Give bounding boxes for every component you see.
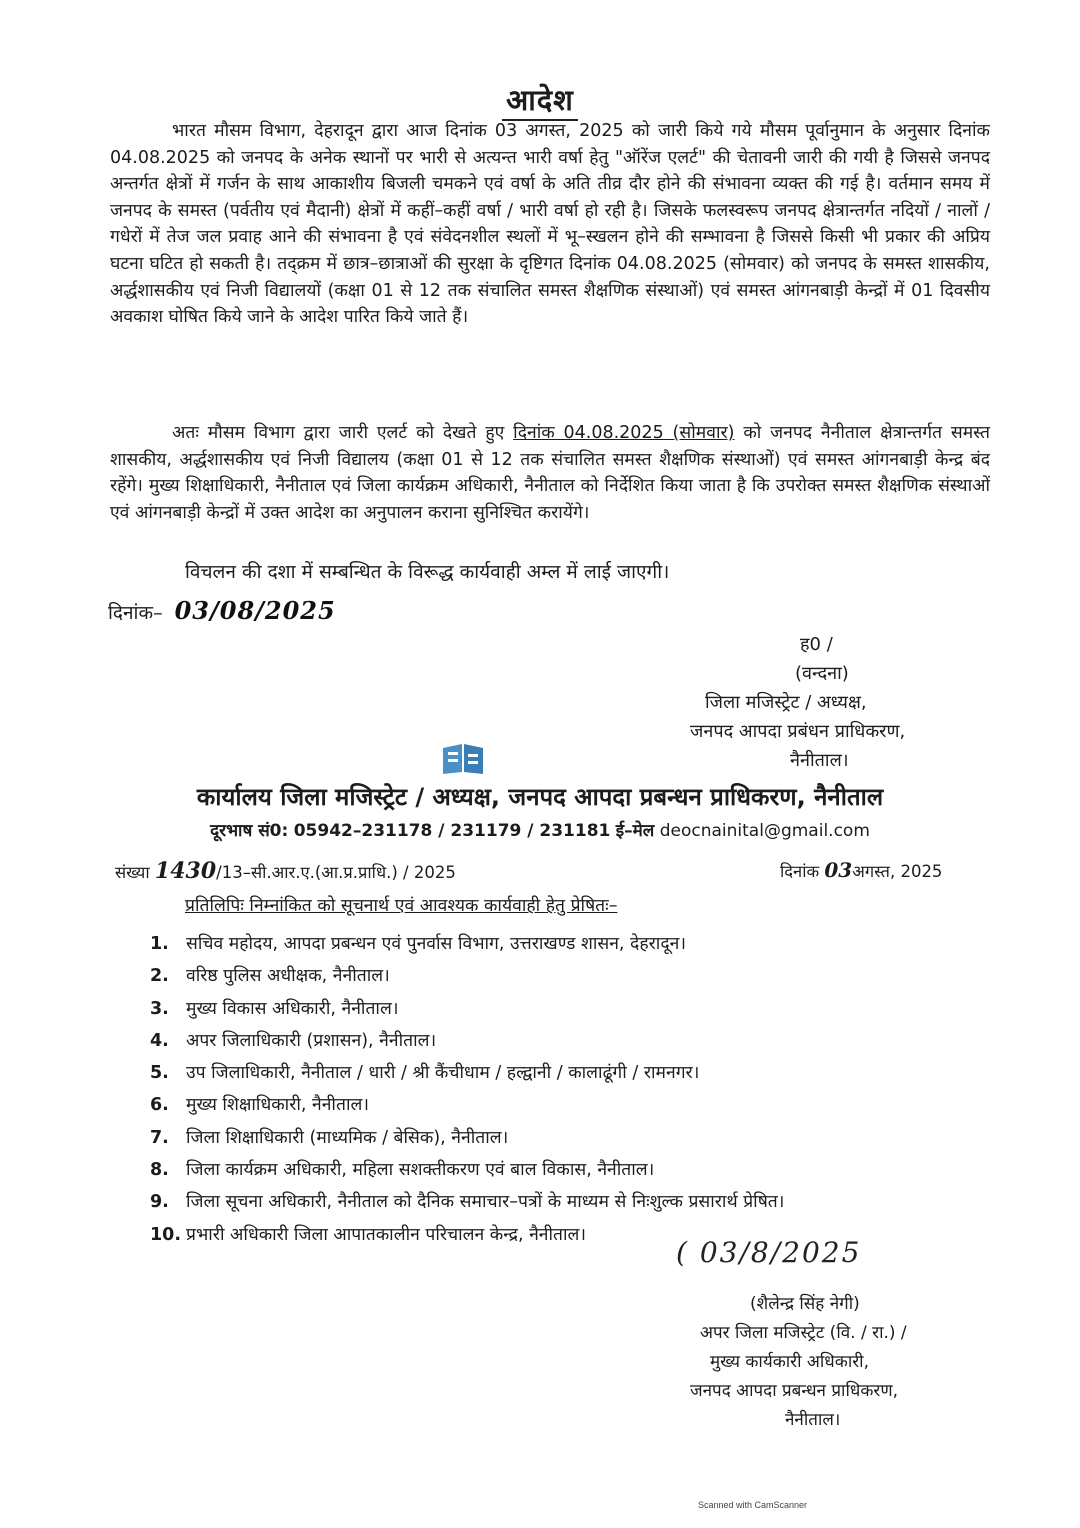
list-item: 10. प्रभारी अधिकारी जिला आपातकालीन परिचालन केन्द्र, नैनीताल। [150, 1224, 587, 1245]
scanner-watermark: Scanned with CamScanner [698, 1500, 808, 1510]
copy-intro: प्रतिलिपिः निम्नांकित को सूचनार्थ एवं आवश्यक कार्यवाही हेतु प्रेषितः– [185, 896, 618, 916]
list-item: 9. जिला सूचना अधिकारी, नैनीताल को दैनिक समाचार–पत्रों के माध्यम से निःशुल्क प्रसारार्थ प्रेषित। [150, 1192, 785, 1213]
handwritten-date: 03/08/2025 [174, 596, 336, 625]
office-heading: कार्यालय जिला मजिस्ट्रेट / अध्यक्ष, जनपद आपदा प्रबन्धन प्राधिकरण, नैनीताल [196, 783, 884, 811]
reference-number: संख्या 1430/13–सी.आर.ए.(आ.प्र.प्राधि.) / 2025 [115, 858, 456, 884]
signatory-block-2: (शैलेन्द्र सिंह नेगी) अपर जिला मजिस्ट्रेट (वि. / रा.) / मुख्य कार्यकारी अधिकारी, जनपद आपदा प्रबन्धन प्राधिकरण, नैनीताल। [690, 1294, 907, 1430]
book-logo-icon [440, 740, 486, 776]
list-item: 5. उप जिलाधिकारी, नैनीताल / धारी / श्री कैंचीधाम / हल्द्वानी / कालाढूंगी / रामनगर। [150, 1063, 700, 1084]
list-item: 1. सचिव महोदय, आपदा प्रबन्धन एवं पुनर्वास विभाग, उत्तराखण्ड शासन, देहरादून। [150, 934, 686, 954]
order-paragraph-1: भारत मौसम विभाग, देहरादून द्वारा आज दिनांक 03 अगस्त, 2025 को जारी किये गये मौसम पूर्वानुमान के अनुसार दिनांक 04.08.2025 को जनपद के अनेक स्थानों पर भारी से अत्यन्त भारी वर्षा हेतु "ऑरेंज एलर्ट" की चेतावनी जारी की गयी है जिससे जनपद अन्तर्गत क्षेत्रों में गर्जन के साथ आकाशीय बिजली चमकने एवं वर्षा के अति तीव्र दौर होने की संभावना व्यक्त की गई है। वर्तमान समय में जनपद के समस्त (पर्वतीय एवं मैदानी) क्षेत्रों में कहीं–कहीं वर्षा / भारी वर्षा हो रही है। जिसके फलस्वरूप जनपद क्षेत्रान्तर्गत नदियों / नालों / गधेरों में तेज जल प्रवाह आने की संभावना है एवं संवेदनशील स्थलों में भू–स्खलन होने की सम्भावना है जिससे किसी भी प्रकार की अप्रिय घटना घटित हो सकती है। तद्क्रम में छात्र–छात्राओं की सुरक्षा के दृष्टिगत दिनांक 04.08.2025 (सोमवार) को जनपद के समस्त शासकीय, अर्द्धशासकीय एवं निजी विद्यालयों (कक्षा 01 से 12 तक संचालित समस्त शैक्षणिक संस्थाओं) एवं समस्त आंगनबाड़ी केन्द्रों में 01 दिवसीय अवकाश घोषित किये जाने के आदेश पारित किये जाते हैं। [110, 121, 990, 328]
list-item: 8. जिला कार्यक्रम अधिकारी, महिला सशक्तीकरण एवं बाल विकास, नैनीताल। [150, 1160, 655, 1181]
signatory-block-1: ह0 / (वन्दना) जिला मजिस्ट्रेट / अध्यक्ष, जनपद आपदा प्रबंधन प्राधिकरण, नैनीताल। [690, 634, 906, 771]
holiday-date: दिनांक 04.08.2025 (सोमवार) [513, 423, 735, 443]
list-item: 3. मुख्य विकास अधिकारी, नैनीताल। [150, 998, 399, 1019]
order-date: दिनांक– 03/08/2025 [108, 596, 336, 625]
list-item: 7. जिला शिक्षाधिकारी (माध्यमिक / बेसिक), नैनीताल। [150, 1127, 509, 1148]
list-item: 6. मुख्य शिक्षाधिकारी, नैनीताल। [150, 1095, 369, 1116]
copy-list [150, 928, 1030, 1251]
reference-date: दिनांक 03अगस्त, 2025 [780, 858, 943, 882]
handwritten-signature-date: ( 03/8/2025 [676, 1236, 862, 1269]
order-title: आदेश [0, 80, 1080, 119]
email-link[interactable]: deocnainital@gmail.com [659, 821, 870, 841]
list-item: 2. वरिष्ठ पुलिस अधीक्षक, नैनीताल। [150, 966, 390, 987]
order-paragraph-2: अतः मौसम विभाग द्वारा जारी एलर्ट को देखते हुए दिनांक 04.08.2025 (सोमवार) को जनपद नैनीताल क्षेत्रान्तर्गत समस्त शासकीय, अर्द्धशासकीय एवं निजी विद्यालय (कक्षा 01 से 12 तक संचालित समस्त शैक्षणिक संस्थाओं) एवं समस्त आंगनबाड़ी केन्द्र बंद रहेंगे। मुख्य शिक्षाधिकारी, नैनीताल एवं जिला कार्यक्रम अधिकारी, नैनीताल को निर्देशित किया जाता है कि उपरोक्त समस्त शैक्षणिक संस्थाओं एवं आंगनबाड़ी केन्द्रों में उक्त आदेश का अनुपालन कराना सुनिश्चित करायेंगे। [110, 423, 990, 523]
order-closing: विचलन की दशा में सम्बन्धित के विरूद्ध कार्यवाही अम्ल में लाई जाएगी। [185, 561, 670, 583]
office-contact: दूरभाष सं0: 05942–231178 / 231179 / 231181 ई–मेल deocnainital@gmail.com [210, 821, 870, 841]
list-item: 4. अपर जिलाधिकारी (प्रशासन), नैनीताल। [150, 1030, 437, 1051]
